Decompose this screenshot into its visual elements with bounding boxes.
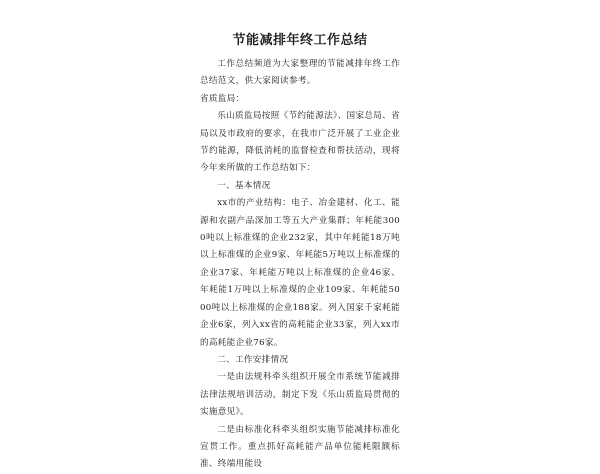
document-title: 节能减排年终工作总结 [232, 33, 368, 48]
section-heading-work-arrangement: 二、工作安排情况 [217, 354, 289, 365]
opening-paragraph: 乐山质监局按照《节约能源法》、国家总局、省局以及市政府的要求，在我市广泛开展了工业企业节约能源，降低消耗的监督检查和帮扶活动，现将今年来所做的工作总结如下： [200, 111, 400, 174]
document-body [200, 56, 400, 470]
work-item-regulations: 一是由法规科牵头组织开展全市系统节能减排法律法规培训活动，制定下发《乐山质监局贯彻的实施意见》。 [200, 372, 400, 418]
intro-paragraph: 工作总结频道为大家整理的节能减排年终工作总结范文，供大家阅读参考。 [200, 59, 400, 87]
industry-structure-paragraph: xx市的产业结构：电子、冶金建材、化工、能源和农副产品深加工等五大产业集群；年耗能3000吨以上标准煤的企业232家，其中年耗能18万吨以上标准煤的企业9家、年耗能5万吨以上标准煤的企业37家、年耗能万吨以上标准煤的企业46家、年耗能1万吨以上标准煤的企业109家、年耗能5000吨以上标准煤的企业188家。列入国家千家耗能企业6家，列入xx省的高耗能企业33家，列入xx市的高耗能企业76家。 [200, 198, 400, 348]
work-item-standardization: 二是由标准化科牵头组织实施节能减排标准化宣贯工作。重点抓好高耗能产品单位能耗限额标准、终端用能设 [200, 424, 400, 470]
section-heading-basic-situation: 一、基本情况 [217, 180, 271, 191]
salutation: 省质监局： [200, 93, 245, 104]
